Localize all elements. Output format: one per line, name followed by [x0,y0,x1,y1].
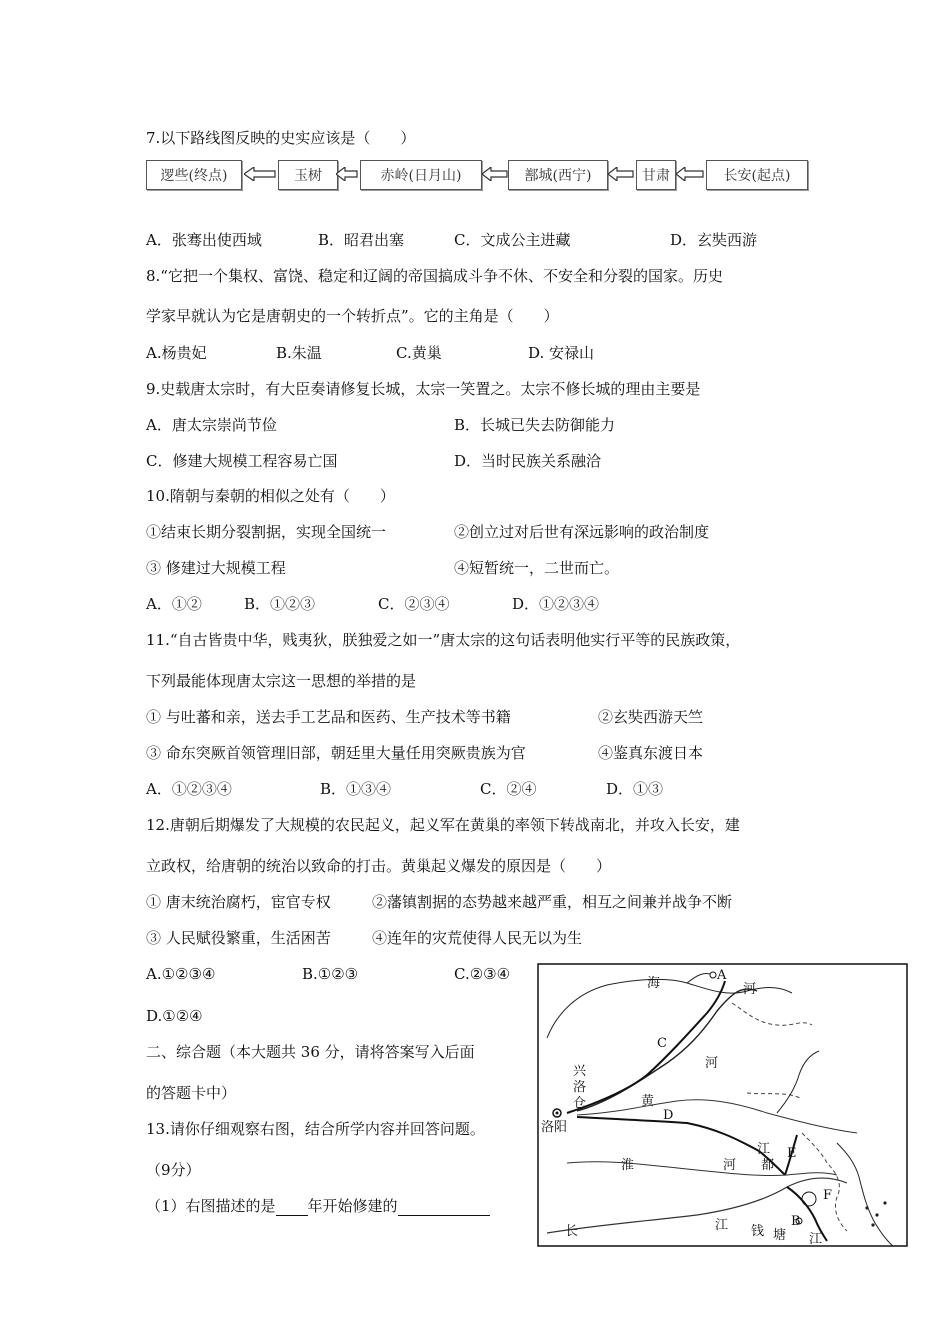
q11-item-3: ③ 命东突厥首领管理旧部，朝廷里大量任用突厥贵族为官 [146,744,526,762]
map-label: B [791,1214,801,1229]
q9-option-d: D．当时民族关系融洽 [454,452,602,470]
q12-item-2: ②藩镇割据的态势越来越严重，相互之间兼并战争不断 [372,893,733,911]
q12-item-4: ④连年的灾荒使得人民无以为生 [372,929,583,947]
map-label: 江 [757,1142,771,1157]
q9-option-c: C．修建大规模工程容易亡国 [146,452,338,470]
q12-option-d: D.①②④ [146,1007,203,1025]
map-label: 钱 [751,1224,765,1239]
map-label: A [717,968,727,983]
q11-option-c: C．②④ [480,780,537,798]
answer-blank-project[interactable] [398,1197,490,1216]
q12-option-c: C.②③④ [454,965,511,983]
route-stop-gansu: 甘肃 [636,160,676,190]
route-diagram [146,160,810,190]
map-label: F [823,1188,833,1203]
left-arrow-icon [676,167,704,181]
q8-option-d: D. 安禄山 [528,344,595,362]
q7-option-c: C．文成公主进藏 [454,231,571,249]
map-label: 黄 [641,1094,655,1109]
q12-option-b: B.①②③ [302,965,359,983]
q11-option-d: D．①③ [606,780,664,798]
map-label: 河 [723,1158,737,1173]
island-dot [871,1223,874,1226]
left-arrow-icon [244,167,276,181]
map-svg [537,963,908,1247]
q13-sub1-part-b: 年开始修建的 [307,1197,398,1215]
q10-option-c: C．②③④ [378,595,450,613]
q10-stem: 10.隋朝与秦朝的相似之处有（ ） [146,487,395,505]
left-arrow-icon [608,167,634,181]
q8-option-a: A.杨贵妃 [146,344,207,362]
q7-stem: 7.以下路线图反映的史实应该是（ ） [146,129,416,147]
left-arrow-icon [336,167,358,181]
q12-option-a: A.①②③④ [146,965,216,983]
q10-option-a: A．①② [146,595,202,613]
map-label: 洛 [573,1080,587,1095]
left-arrow-icon [482,167,508,181]
q10-option-d: D．①②③④ [512,595,600,613]
q10-item-3: ③ 修建过大规模工程 [146,559,286,577]
q8-stem-line1: 8.“它把一个集权、富饶、稳定和辽阔的帝国搞成斗争不休、不安全和分裂的国家。历史 [146,267,723,285]
map-label: 塘 [773,1228,787,1243]
q12-stem-line1: 12.唐朝后期爆发了大规模的农民起义，起义军在黄巢的率领下转战南北，并攻入长安，建 [146,816,740,834]
q8-stem-line2: 学家早就认为它是唐朝史的一个转折点”。它的主角是（ ） [146,307,559,325]
q7-option-d: D．玄奘西游 [670,231,758,249]
section2-heading-line1: 二、综合题（本大题共 36 分，请将答案写入后面 [146,1043,475,1061]
q7-option-a: A．张骞出使西域 [146,231,262,249]
map-label: 兴 [573,1064,587,1079]
route-stop-shancheng: 鄯城(西宁) [508,160,608,190]
map-label: 海 [647,976,661,991]
map-label: D [663,1108,674,1123]
map-label: 河 [743,982,757,997]
q11-item-4: ④鉴真东渡日本 [598,744,704,762]
map-label: 长 [565,1224,579,1239]
island-dot [865,1206,868,1209]
q13-sub1 [146,1196,490,1216]
route-stop-lhasa: 逻些(终点) [146,160,242,190]
q13-sub1-part-a: （1）右图描述的是 [146,1197,276,1215]
route-stop-changan: 长安(起点) [706,160,808,190]
q9-stem: 9.史载唐太宗时，有大臣奏请修复长城，太宗一笑置之。太宗不修长城的理由主要是 [146,380,701,398]
map-label: 淮 [621,1158,635,1173]
q11-option-b: B．①③④ [320,780,392,798]
q12-item-3: ③ 人民赋役繁重，生活困苦 [146,929,331,947]
q12-item-1: ① 唐末统治腐朽，宦官专权 [146,893,331,911]
q11-stem-line1: 11.“自古皆贵中华，贱夷狄，朕独爱之如一”唐太宗的这句话表明他实行平等的民族政策， [146,631,741,649]
section2-heading-line2: 的答题卡中） [146,1084,237,1102]
point-a-marker [710,972,716,978]
grand-canal-map [537,963,908,1247]
q11-option-a: A．①②③④ [146,780,232,798]
q11-item-1: ① 与吐蕃和亲，送去手工艺品和医药、生产技术等书籍 [146,708,511,726]
route-stop-yushu: 玉树 [278,160,338,190]
q11-stem-line2: 下列最能体现唐太宗这一思想的举措的是 [146,672,417,690]
q10-item-4: ④短暂统一，二世而亡。 [454,559,620,577]
route-stop-chiling: 赤岭(日月山) [360,160,482,190]
q13-score: （9分） [146,1161,201,1179]
q9-option-a: A．唐太宗崇尚节俭 [146,416,277,434]
map-label: 都 [761,1158,775,1173]
q10-option-b: B．①②③ [244,595,316,613]
island-dot [883,1201,886,1204]
q10-item-2: ②创立过对后世有深远影响的政治制度 [454,523,710,541]
q8-option-b: B.朱温 [276,344,322,362]
q8-option-c: C.黄巢 [396,344,442,362]
map-label: 洛阳 [541,1120,568,1135]
q13-stem: 13.请你仔细观察右图，结合所学内容并回答问题。 [146,1120,485,1138]
q10-item-1: ①结束长期分裂割据，实现全国统一 [146,523,387,541]
q9-option-b: B．长城已失去防御能力 [454,416,616,434]
answer-blank-year[interactable] [276,1197,308,1216]
map-label: 江 [715,1218,729,1233]
map-label: 江 [809,1232,823,1247]
q11-item-2: ②玄奘西游天竺 [598,708,704,726]
island-dot [875,1213,878,1216]
map-label: C [657,1036,667,1051]
map-label: 仓 [573,1096,587,1111]
q7-option-b: B．昭君出塞 [318,231,405,249]
q12-stem-line2: 立政权，给唐朝的统治以致命的打击。黄巢起义爆发的原因是（ ） [146,857,612,875]
luoyang-marker-center [556,1112,559,1115]
map-label: E [787,1146,797,1161]
map-label: 河 [705,1056,719,1071]
